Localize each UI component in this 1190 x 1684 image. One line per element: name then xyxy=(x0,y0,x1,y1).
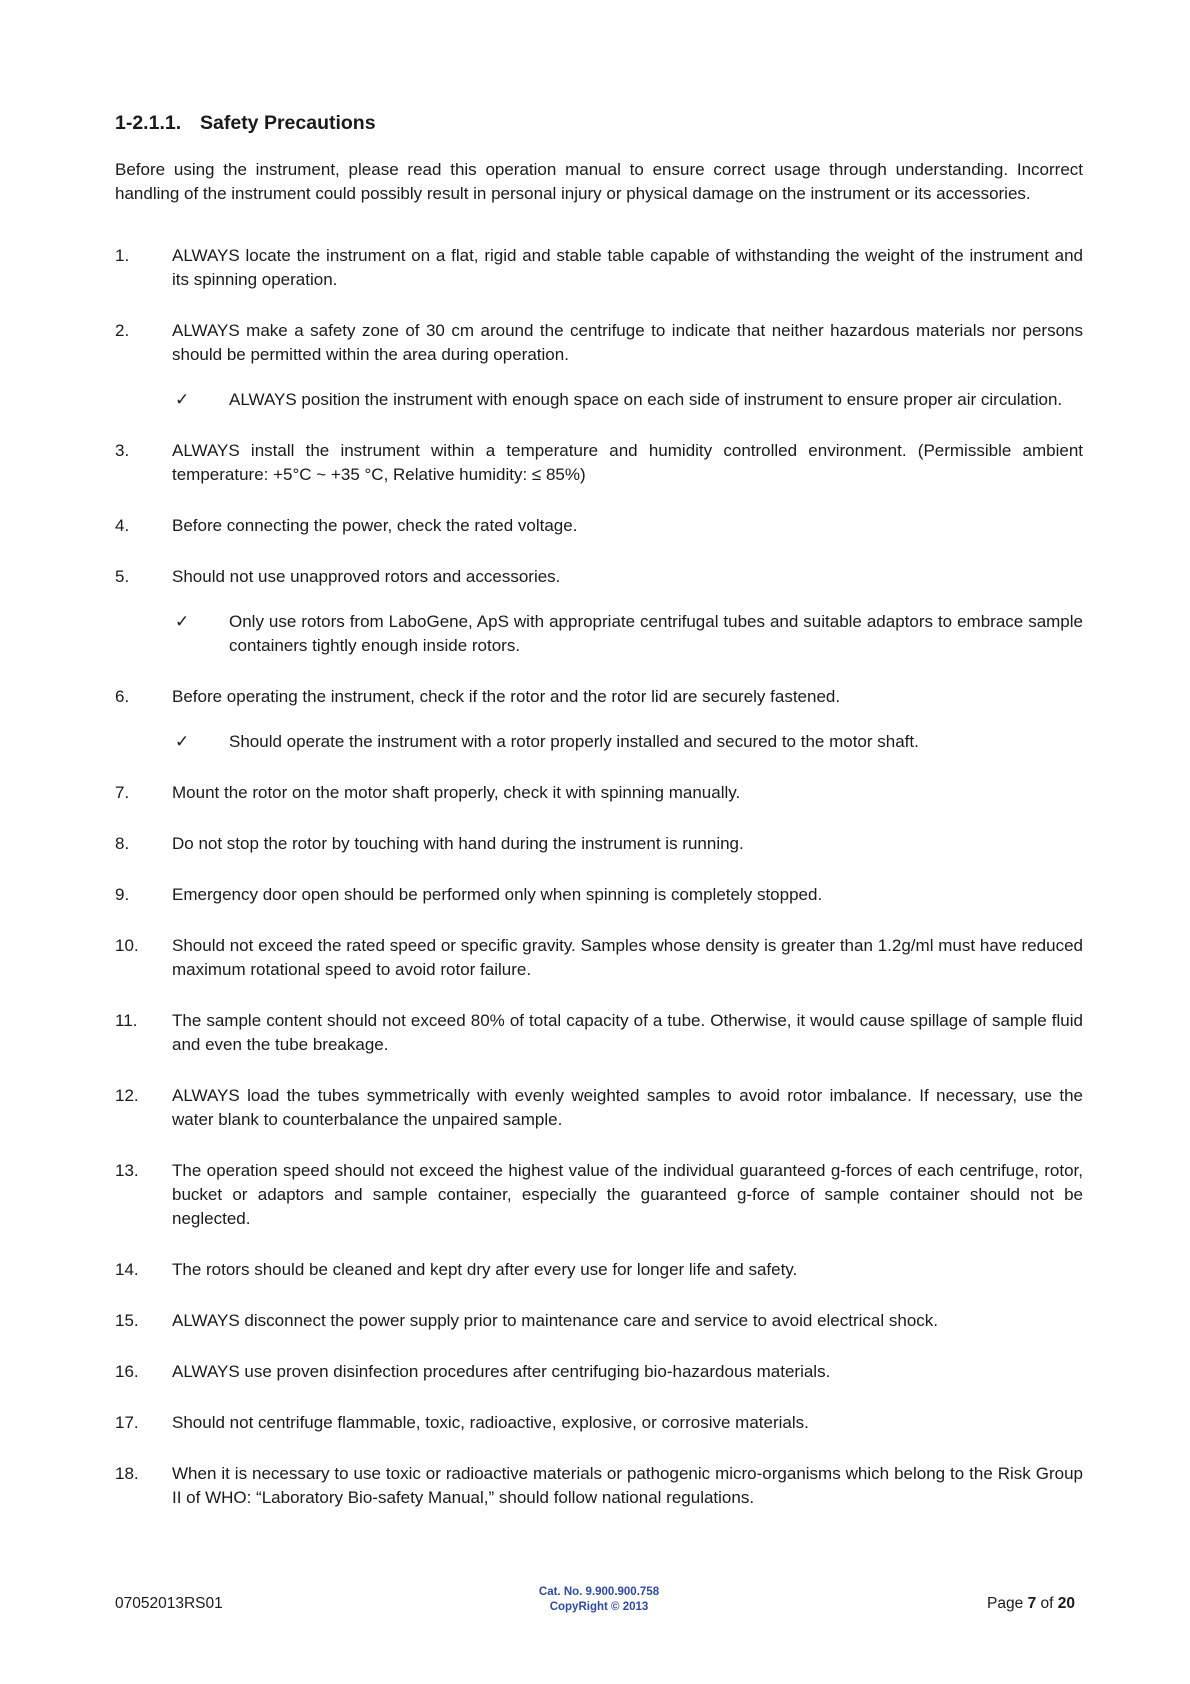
list-item xyxy=(115,685,1083,709)
item-text: Before connecting the power, check the rated voltage. xyxy=(172,516,578,535)
page-number xyxy=(987,1595,1075,1613)
item-number: 3. xyxy=(115,441,130,460)
list-item xyxy=(115,1084,1083,1132)
item-text: ALWAYS make a safety zone of 30 cm around the centrifuge to indicate that neither hazardous materials nor persons should be permitted within the area during operation. xyxy=(172,321,1083,364)
item-text: Mount the rotor on the motor shaft properly, check it with spinning manually. xyxy=(172,783,741,802)
section-number: 1-2.1.1. xyxy=(115,112,182,134)
checkmark-icon: ✓ xyxy=(175,732,190,751)
intro-paragraph: Before using the instrument, please read this operation manual to ensure correct usage through understanding. Incorrect handling of the instrument could possibly result in personal injury or physical damage on the instrument or its accessories. xyxy=(115,160,1083,203)
item-number: 2. xyxy=(115,321,130,340)
section-heading xyxy=(115,108,1083,138)
item-number: 18. xyxy=(115,1464,139,1483)
list-item xyxy=(115,1258,1083,1282)
page-total: 20 xyxy=(1057,1595,1075,1612)
item-number: 15. xyxy=(115,1311,139,1330)
list-item xyxy=(115,514,1083,538)
list-item xyxy=(115,244,1083,292)
item-text: Should not exceed the rated speed or specific gravity. Samples whose density is greater than 1.2g/ml must have reduced maximum rotational speed to avoid rotor failure. xyxy=(172,936,1083,979)
item-number: 1. xyxy=(115,246,130,265)
item-number: 10. xyxy=(115,936,139,955)
list-item xyxy=(115,319,1083,367)
page-label: Page xyxy=(987,1595,1024,1612)
list-item xyxy=(115,1411,1083,1435)
item-number: 9. xyxy=(115,885,130,904)
item-number: 6. xyxy=(115,687,130,706)
item-number: 12. xyxy=(115,1086,139,1105)
page-current: 7 xyxy=(1027,1595,1037,1612)
page-of: of xyxy=(1040,1595,1054,1612)
list-item xyxy=(115,1462,1083,1510)
item-number: 13. xyxy=(115,1161,139,1180)
precautions-list xyxy=(115,244,1083,1510)
page-footer xyxy=(115,1585,1083,1621)
item-text: Do not stop the rotor by touching with hand during the instrument is running. xyxy=(172,834,744,853)
item-number: 7. xyxy=(115,783,130,802)
section-title: Safety Precautions xyxy=(200,112,376,134)
item-text: Emergency door open should be performed only when spinning is completely stopped. xyxy=(172,885,823,904)
list-item xyxy=(115,934,1083,982)
item-text: ALWAYS disconnect the power supply prior to maintenance care and service to avoid electrical shock. xyxy=(172,1311,939,1330)
sub-item-text: ALWAYS position the instrument with enough space on each side of instrument to ensure proper air circulation. xyxy=(229,390,1063,409)
list-item xyxy=(115,1159,1083,1231)
item-number: 14. xyxy=(115,1260,139,1279)
copyright: CopyRight © 2013 xyxy=(549,1601,649,1613)
item-number: 17. xyxy=(115,1413,139,1432)
item-text: The sample content should not exceed 80% of total capacity of a tube. Otherwise, it would cause spillage of sample fluid and even the tube breakage. xyxy=(172,1011,1083,1054)
list-item xyxy=(115,565,1083,589)
list-item xyxy=(115,781,1083,805)
sub-item-text: Only use rotors from LaboGene, ApS with appropriate centrifugal tubes and suitable adaptors to embrace sample containers tightly enough inside rotors. xyxy=(229,612,1083,655)
item-text: When it is necessary to use toxic or radioactive materials or pathogenic micro-organisms which belong to the Risk Group II of WHO: “Laboratory Bio-safety Manual,” should follow national regulations. xyxy=(172,1464,1083,1507)
sub-list-item xyxy=(172,388,1083,412)
list-item xyxy=(115,1360,1083,1384)
item-text: The rotors should be cleaned and kept dry after every use for longer life and safety. xyxy=(172,1260,798,1279)
item-text: ALWAYS load the tubes symmetrically with evenly weighted samples to avoid rotor imbalance. If necessary, use the water blank to counterbalance the unpaired sample. xyxy=(172,1086,1083,1129)
item-number: 11. xyxy=(115,1011,138,1030)
checkmark-icon: ✓ xyxy=(175,612,190,631)
document-id: 07052013RS01 xyxy=(115,1595,223,1612)
item-number: 8. xyxy=(115,834,130,853)
list-item xyxy=(115,1309,1083,1333)
item-text: ALWAYS install the instrument within a temperature and humidity controlled environment. (Permissible ambient temperature: +5°C ~ +35 °C, Relative humidity: ≤ 85%) xyxy=(172,441,1083,484)
list-item xyxy=(115,883,1083,907)
item-text: Should not use unapproved rotors and accessories. xyxy=(172,567,561,586)
page-body xyxy=(115,108,1083,1537)
catalog-number: Cat. No. 9.900.900.758 xyxy=(538,1586,660,1598)
item-text: ALWAYS locate the instrument on a flat, rigid and stable table capable of withstanding the weight of the instrument and its spinning operation. xyxy=(172,246,1083,289)
list-item xyxy=(115,832,1083,856)
list-item xyxy=(115,1009,1083,1057)
item-number: 5. xyxy=(115,567,130,586)
sub-list-item xyxy=(172,610,1083,658)
item-text: ALWAYS use proven disinfection procedures after centrifuging bio-hazardous materials. xyxy=(172,1362,831,1381)
sub-list-item xyxy=(172,730,1083,754)
footer-center xyxy=(115,1585,1083,1615)
item-text: Should not centrifuge flammable, toxic, radioactive, explosive, or corrosive materials. xyxy=(172,1413,809,1432)
checkmark-icon: ✓ xyxy=(175,390,190,409)
list-item xyxy=(115,439,1083,487)
item-text: Before operating the instrument, check if the rotor and the rotor lid are securely fastened. xyxy=(172,687,841,706)
item-number: 4. xyxy=(115,516,130,535)
sub-item-text: Should operate the instrument with a rotor properly installed and secured to the motor shaft. xyxy=(229,732,919,751)
item-number: 16. xyxy=(115,1362,139,1381)
item-text: The operation speed should not exceed the highest value of the individual guaranteed g-forces of each centrifuge, rotor, bucket or adaptors and sample container, especially the guaranteed g-force of sample container should not be neglected. xyxy=(172,1161,1083,1228)
